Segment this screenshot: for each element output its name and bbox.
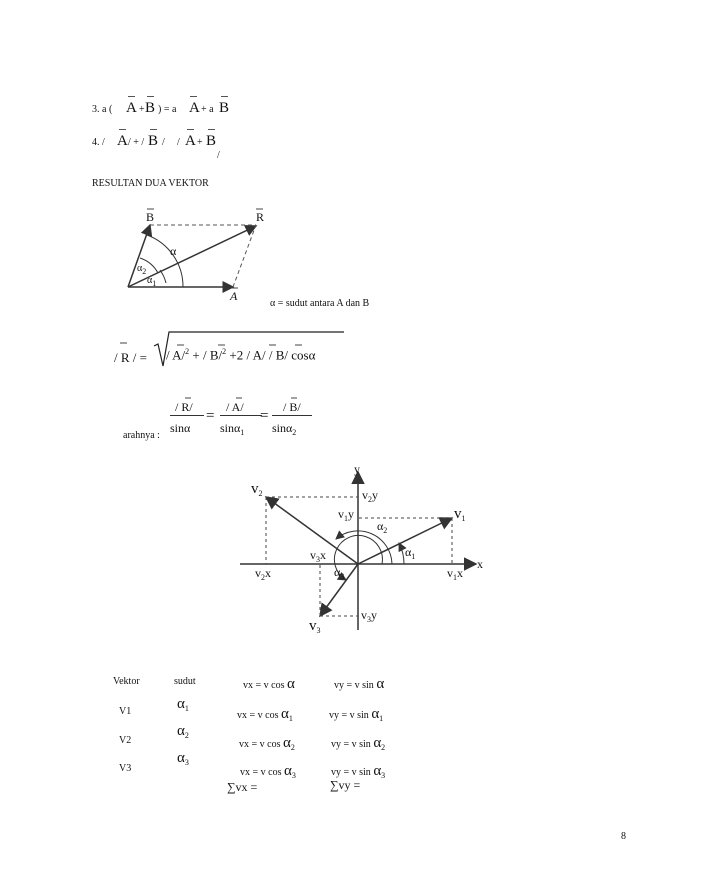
- line3-mid2: + a: [201, 104, 214, 115]
- row2-vy: vy = v $\sin \alpha_2$: [331, 735, 386, 752]
- equals-2: =: [260, 408, 269, 424]
- row2-vx: vx = v $\cos \alpha_2$: [239, 735, 295, 752]
- v1y-label: $v_1y$: [338, 507, 354, 523]
- frac3-numerator: / B/: [283, 400, 301, 414]
- v2-label: $v_2$: [251, 481, 263, 498]
- line3-plus: +: [139, 104, 145, 115]
- line3-mid: ) = a: [158, 104, 177, 115]
- sum-vx: ∑vx =: [227, 780, 258, 794]
- x-axis-label: x: [477, 557, 483, 571]
- line3-vector-b: B: [145, 100, 156, 116]
- alpha2-label: $\alpha_2$: [377, 519, 388, 535]
- label-alpha: α: [170, 244, 177, 258]
- row3-vy: vy = v $\sin \alpha_3$: [331, 763, 386, 780]
- row1-sudut: $\alpha_1$: [177, 696, 189, 713]
- line3-vector-b2: B: [219, 100, 230, 116]
- direction-label: arahnya :: [123, 430, 160, 441]
- frac2-denominator: sinα$_1$: [220, 421, 245, 437]
- row1-vx: vx = v $\cos \alpha_1$: [237, 706, 293, 723]
- header-vektor: Vektor: [113, 676, 140, 687]
- line4-tail: /: [217, 150, 220, 161]
- line4-vector-a2: A: [185, 133, 196, 149]
- v3-label: $v_3$: [309, 618, 321, 635]
- y-axis-label: y: [354, 462, 360, 476]
- frac1-numerator: / R/: [175, 400, 193, 414]
- header-vy: vy = v sin α: [334, 676, 385, 692]
- line4-plus: +: [197, 137, 203, 148]
- magnitude-lhs: / R / =: [114, 350, 147, 365]
- equals-1: =: [206, 408, 215, 424]
- frac2-numerator: / A/: [226, 400, 244, 414]
- row1-vektor: V1: [119, 706, 132, 717]
- line4-vector-b2: B: [206, 133, 217, 149]
- v2x-label: $v_2x$: [255, 566, 271, 582]
- header-vx: vx = v cos α: [243, 676, 295, 692]
- line3-vector-a2: A: [189, 100, 200, 116]
- v3y-label: $v_3y$: [361, 608, 377, 624]
- row3-sudut: $\alpha_3$: [177, 750, 189, 767]
- v3x-label: $v_3x$: [310, 548, 326, 564]
- label-a: A: [230, 289, 238, 303]
- line3-prefix: 3. a (: [92, 104, 113, 115]
- line4-prefix: 4. /: [92, 137, 105, 148]
- label-alpha1: $\alpha_1$: [147, 275, 157, 288]
- header-sudut: sudut: [174, 676, 196, 687]
- alpha1-label: $\alpha_1$: [405, 545, 416, 561]
- label-r: R: [256, 210, 265, 224]
- line4-vector-a: A: [117, 133, 128, 149]
- row1-vy: vy = v $\sin \alpha_1$: [329, 706, 384, 723]
- row3-vektor: V3: [119, 763, 132, 774]
- section-title: RESULTAN DUA VEKTOR: [92, 178, 209, 189]
- v1-label: $v_1$: [454, 506, 466, 523]
- magnitude-rhs: / A/$^2$ + / B/$^2$ +2 / A/ / B/ cosα: [166, 347, 316, 363]
- page-number: 8: [621, 831, 626, 842]
- alpha1-arc: [399, 543, 404, 564]
- line4-sep2: /: [162, 137, 165, 148]
- row2-sudut: $\alpha_2$: [177, 723, 189, 740]
- label-alpha2: $\alpha_2$: [137, 263, 147, 276]
- frac1-denominator: sinα: [170, 421, 191, 435]
- frac3-denominator: sinα$_2$: [272, 421, 297, 437]
- line4-sep3: /: [177, 137, 180, 148]
- label-b: B: [146, 210, 155, 224]
- line4-sep1: / + /: [128, 137, 145, 148]
- v2y-label: $v_2y$: [362, 488, 378, 504]
- v1x-label: $v_1x$: [447, 566, 463, 582]
- sum-vy: ∑vy =: [330, 778, 361, 792]
- line4-vector-b: B: [148, 133, 159, 149]
- row2-vektor: V2: [119, 735, 132, 746]
- alpha-note: α = sudut antara A dan B: [270, 298, 370, 309]
- alpha3-label: $\alpha_3$: [334, 565, 345, 581]
- line3-vector-a: A: [126, 100, 137, 116]
- row3-vx: vx = v $\cos \alpha_3$: [240, 763, 296, 780]
